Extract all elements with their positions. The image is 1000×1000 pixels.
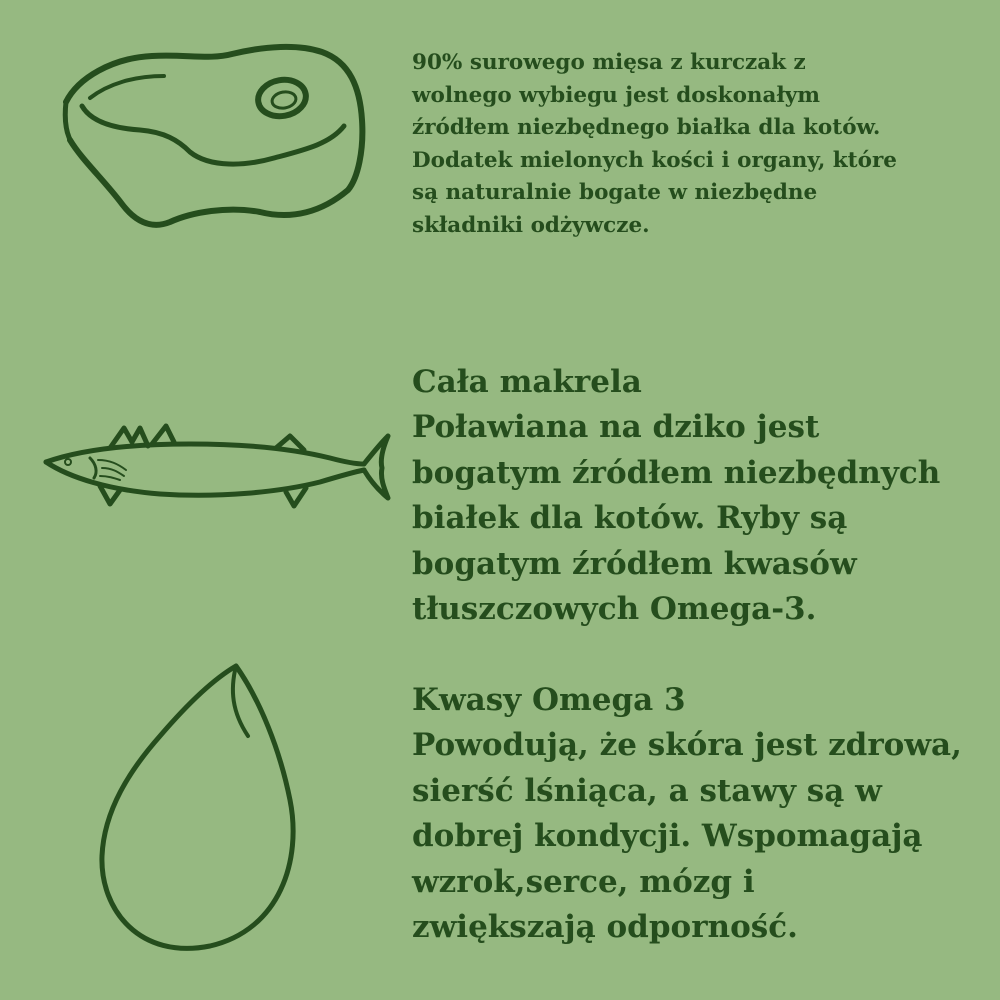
meat-line-1: 90% surowego mięsa z kurczak z: [412, 50, 806, 75]
meat-line-5: są naturalnie bogate w niezbędne: [412, 180, 818, 205]
oil-drop-icon: [90, 660, 310, 960]
mackerel-line-5: bogatym źródłem kwasów: [412, 545, 857, 582]
omega-line-4: dobrej kondycji. Wspomagają: [412, 818, 923, 855]
mackerel-line-4: białek dla kotów. Ryby są: [412, 500, 848, 537]
mackerel-line-6: tłuszczowych Omega-3.: [412, 591, 817, 628]
meat-line-6: składniki odżywcze.: [412, 212, 650, 238]
omega-line-3: sierść lśniąca, a stawy są w: [412, 772, 882, 809]
meat-line-2: wolnego wybiegu jest doskonałym: [412, 82, 820, 108]
mackerel-fish-icon: [40, 420, 390, 520]
meat-line-4: Dodatek mielonych kości i organy, które: [412, 147, 897, 173]
meat-line-3: źródłem niezbędnego białka dla kotów.: [412, 115, 881, 140]
omega-line-6: zwiększają odporność.: [412, 909, 798, 946]
meat-steak-icon: [60, 40, 370, 240]
mackerel-heading: Cała makrela: [412, 364, 642, 400]
mackerel-line-3: bogatym źródłem niezbędnych: [412, 454, 941, 491]
mackerel-line-2: Poławiana na dziko jest: [412, 409, 820, 446]
omega-line-2: Powodują, że skóra jest zdrowa,: [412, 727, 962, 764]
omega-heading: Kwasy Omega 3: [412, 682, 686, 718]
omega-line-5: wzrok,serce, mózg i: [412, 863, 755, 900]
mackerel-description: [412, 360, 940, 632]
omega-description: [412, 678, 962, 950]
meat-description: [412, 47, 897, 242]
